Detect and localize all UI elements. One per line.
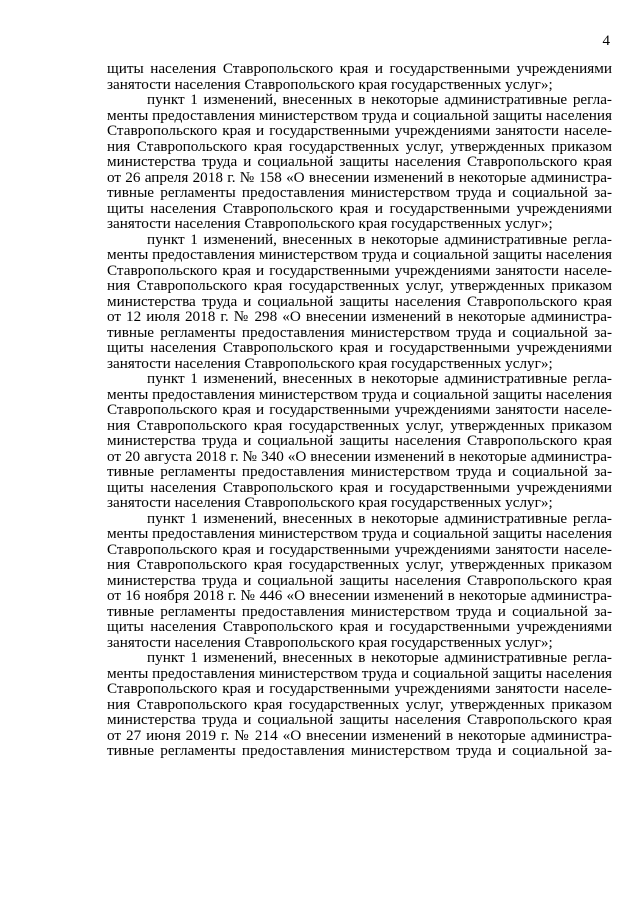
text-line: министерства труда и социальной защиты населения Ставропольского края <box>107 154 612 170</box>
text-line: ния Ставропольского края государственных услуг, утвержденных приказом <box>107 278 612 294</box>
paragraph <box>107 511 612 651</box>
text-line: щиты населения Ставропольского края и государственными учреждениями <box>107 479 612 495</box>
paragraph <box>107 92 612 232</box>
document-body <box>107 61 612 759</box>
paragraph <box>107 371 612 511</box>
text-line: менты предоставления министерством труда и социальной защиты населения <box>107 665 612 681</box>
text-line: пункт 1 изменений, внесенных в некоторые административные регла- <box>147 510 612 526</box>
text-line: пункт 1 изменений, внесенных в некоторые административные регла- <box>147 371 612 387</box>
text-line: менты предоставления министерством труда и социальной защиты населения <box>107 386 612 402</box>
text-line: занятости населения Ставропольского края государственных услуг»; <box>107 634 553 650</box>
text-line: Ставропольского края и государственными учреждениями занятости населе- <box>107 123 612 139</box>
text-line: щиты населения Ставропольского края и государственными учреждениями <box>107 340 612 356</box>
text-line: занятости населения Ставропольского края государственных услуг»; <box>107 495 553 511</box>
paragraph <box>107 232 612 372</box>
text-line: менты предоставления министерством труда и социальной защиты населения <box>107 526 612 542</box>
text-line: занятости населения Ставропольского края государственных услуг»; <box>107 216 553 232</box>
text-line: министерства труда и социальной защиты населения Ставропольского края <box>107 712 612 728</box>
text-line: от 16 ноября 2018 г. № 446 «О внесении изменений в некоторые администра- <box>107 588 612 604</box>
text-line: Ставропольского края и государственными учреждениями занятости населе- <box>107 262 612 278</box>
text-line: от 26 апреля 2018 г. № 158 «О внесении изменений в некоторые администра- <box>107 169 612 185</box>
text-line: тивные регламенты предоставления министерством труда и социальной за- <box>107 603 612 619</box>
text-line: от 20 августа 2018 г. № 340 «О внесении изменений в некоторые администра- <box>107 448 612 464</box>
text-line: пункт 1 изменений, внесенных в некоторые административные регла- <box>147 92 612 108</box>
text-line: менты предоставления министерством труда и социальной защиты населения <box>107 107 612 123</box>
text-line: пункт 1 изменений, внесенных в некоторые административные регла- <box>147 231 612 247</box>
text-line: занятости населения Ставропольского края государственных услуг»; <box>107 76 553 92</box>
text-line: занятости населения Ставропольского края государственных услуг»; <box>107 355 553 371</box>
text-line: тивные регламенты предоставления министерством труда и социальной за- <box>107 743 612 759</box>
text-line: министерства труда и социальной защиты населения Ставропольского края <box>107 433 612 449</box>
text-line: Ставропольского края и государственными учреждениями занятости населе- <box>107 541 612 557</box>
text-line: от 12 июля 2018 г. № 298 «О внесении изменений в некоторые администра- <box>107 309 612 325</box>
text-line: щиты населения Ставропольского края и государственными учреждениями <box>107 619 612 635</box>
text-line: пункт 1 изменений, внесенных в некоторые административные регла- <box>147 650 612 666</box>
text-line: щиты населения Ставропольского края и государственными учреждениями <box>107 200 612 216</box>
text-line: ния Ставропольского края государственных услуг, утвержденных приказом <box>107 138 612 154</box>
text-line: тивные регламенты предоставления министерством труда и социальной за- <box>107 185 612 201</box>
page-number: 4 <box>602 33 610 49</box>
text-line: ния Ставропольского края государственных услуг, утвержденных приказом <box>107 417 612 433</box>
text-line: министерства труда и социальной защиты населения Ставропольского края <box>107 293 612 309</box>
text-line: министерства труда и социальной защиты населения Ставропольского края <box>107 572 612 588</box>
text-line: от 27 июня 2019 г. № 214 «О внесении изменений в некоторые администра- <box>107 727 612 743</box>
text-line: Ставропольского края и государственными учреждениями занятости населе- <box>107 402 612 418</box>
text-line: тивные регламенты предоставления министерством труда и социальной за- <box>107 464 612 480</box>
text-line: менты предоставления министерством труда и социальной защиты населения <box>107 247 612 263</box>
text-line: Ставропольского края и государственными учреждениями занятости населе- <box>107 681 612 697</box>
text-line: ния Ставропольского края государственных услуг, утвержденных приказом <box>107 557 612 573</box>
text-line: тивные регламенты предоставления министерством труда и социальной за- <box>107 324 612 340</box>
text-line: щиты населения Ставропольского края и государственными учреждениями <box>107 61 612 77</box>
paragraph <box>107 650 612 759</box>
paragraph <box>107 61 612 92</box>
text-line: ния Ставропольского края государственных услуг, утвержденных приказом <box>107 696 612 712</box>
